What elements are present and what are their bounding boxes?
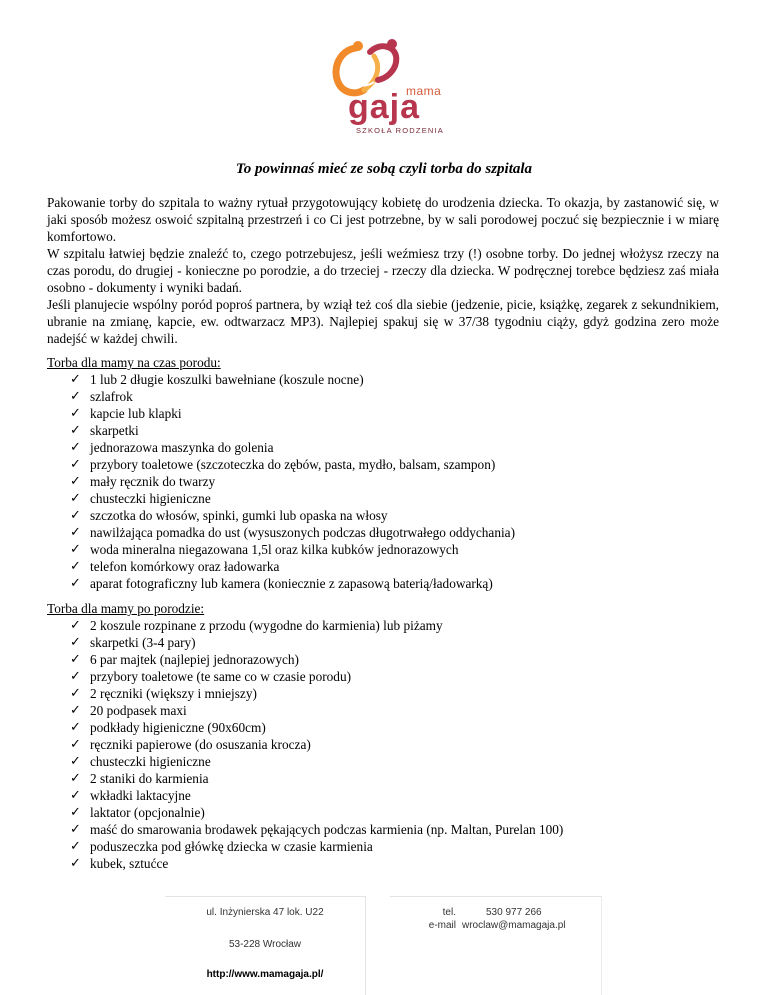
checkmark-icon: ✓ bbox=[70, 788, 81, 803]
list-item bbox=[70, 575, 727, 592]
list-item bbox=[70, 804, 727, 821]
list-item bbox=[70, 753, 727, 770]
list-item bbox=[70, 422, 727, 439]
checkmark-icon: ✓ bbox=[70, 508, 81, 523]
checkmark-icon: ✓ bbox=[70, 771, 81, 786]
section-after-birth bbox=[47, 600, 727, 872]
list-item-text: telefon komórkowy oraz ładowarka bbox=[90, 559, 280, 574]
page-title: To powinnaś mieć ze sobą czyli torba do szpitala bbox=[235, 161, 533, 177]
checkmark-icon: ✓ bbox=[70, 822, 81, 837]
list-item bbox=[70, 634, 727, 651]
footer-email-link[interactable]: wroclaw@mamagaja.pl bbox=[462, 920, 566, 931]
checkmark-icon: ✓ bbox=[70, 457, 81, 472]
list-item-text: skarpetki (3-4 pary) bbox=[90, 635, 196, 650]
checkmark-icon: ✓ bbox=[70, 406, 81, 421]
list-item-text: poduszeczka pod główkę dziecka w czasie karmienia bbox=[90, 839, 373, 854]
list-item bbox=[70, 668, 727, 685]
list-item bbox=[70, 821, 727, 838]
checkmark-icon: ✓ bbox=[70, 474, 81, 489]
checkmark-icon: ✓ bbox=[70, 491, 81, 506]
logo-gaja-text: gaja bbox=[348, 88, 421, 126]
list-item-text: 6 par majtek (najlepiej jednorazowych) bbox=[90, 652, 299, 667]
list-item-text: 2 staniki do karmienia bbox=[90, 771, 209, 786]
footer-contact bbox=[390, 896, 602, 995]
checkmark-icon: ✓ bbox=[70, 805, 81, 820]
logo-mama-text: mama bbox=[406, 84, 442, 98]
list-item bbox=[70, 702, 727, 719]
list-item bbox=[70, 439, 727, 456]
checkmark-icon: ✓ bbox=[70, 576, 81, 591]
footer-city: 53-228 Wrocław bbox=[228, 939, 302, 950]
footer-tel: 530 977 266 bbox=[486, 907, 542, 918]
list-item bbox=[70, 736, 727, 753]
footer bbox=[165, 896, 601, 994]
checkmark-icon: ✓ bbox=[70, 542, 81, 557]
section-heading: Torba dla mamy po porodzie: bbox=[47, 601, 205, 616]
section-heading: Torba dla mamy na czas porodu: bbox=[47, 355, 221, 370]
list-item-text: chusteczki higieniczne bbox=[90, 491, 211, 506]
checkmark-icon: ✓ bbox=[70, 839, 81, 854]
list-item-text: 2 koszule rozpinane z przodu (wygodne do karmienia) lub piżamy bbox=[90, 618, 443, 633]
list-item-text: kubek, sztućce bbox=[90, 856, 169, 871]
list-item-text: 2 ręczniki (większy i mniejszy) bbox=[90, 686, 257, 701]
list-item bbox=[70, 651, 727, 668]
list-item-text: nawilżająca pomadka do ust (wysuszonych podczas długotrwałego oddychania) bbox=[90, 525, 515, 540]
checkmark-icon: ✓ bbox=[70, 423, 81, 438]
checkmark-icon: ✓ bbox=[70, 703, 81, 718]
list-item-text: 1 lub 2 długie koszulki bawełniane (koszule nocne) bbox=[90, 372, 364, 387]
section-during-birth bbox=[47, 354, 727, 592]
list-item bbox=[70, 617, 727, 634]
footer-website-link[interactable]: http://www.mamagaja.pl/ bbox=[206, 969, 324, 980]
checkmark-icon: ✓ bbox=[70, 652, 81, 667]
checkmark-icon: ✓ bbox=[70, 856, 81, 871]
list-item bbox=[70, 388, 727, 405]
footer-tel-label: tel. bbox=[442, 907, 456, 918]
list-item-text: skarpetki bbox=[90, 423, 139, 438]
logo bbox=[318, 38, 454, 138]
checklist bbox=[47, 617, 727, 872]
checkmark-icon: ✓ bbox=[70, 440, 81, 455]
list-item-text: wkładki laktacyjne bbox=[90, 788, 191, 803]
list-item bbox=[70, 456, 727, 473]
checkmark-icon: ✓ bbox=[70, 737, 81, 752]
list-item bbox=[70, 719, 727, 736]
footer-street: ul. Inżynierska 47 lok. U22 bbox=[206, 907, 324, 918]
checkmark-icon: ✓ bbox=[70, 635, 81, 650]
list-item bbox=[70, 787, 727, 804]
list-item-text: mały ręcznik do twarzy bbox=[90, 474, 216, 489]
checklist bbox=[47, 371, 727, 592]
checkmark-icon: ✓ bbox=[70, 618, 81, 633]
list-item bbox=[70, 541, 727, 558]
footer-address bbox=[165, 896, 366, 995]
intro-paragraph: Jeśli planujecie wspólny poród poproś partnera, by wziął też coś dla siebie (jedzenie, picie, książkę, zegarek z sekundnikiem, ubranie na zmianę, kapcie, ew. odtwarzacz MP3). Najlepiej spakuj się w 37/38 tygodniu ciąży, gdyż godzina zero może nadejść w każdej chwili. bbox=[47, 297, 719, 346]
list-item bbox=[70, 524, 727, 541]
checkmark-icon: ✓ bbox=[70, 559, 81, 574]
checkmark-icon: ✓ bbox=[70, 754, 81, 769]
checkmark-icon: ✓ bbox=[70, 669, 81, 684]
list-item-text: podkłady higieniczne (90x60cm) bbox=[90, 720, 266, 735]
list-item-text: aparat fotograficzny lub kamera (koniecznie z zapasową baterią/ładowarką) bbox=[90, 576, 493, 591]
intro-text bbox=[47, 194, 719, 347]
list-item-text: 20 podpasek maxi bbox=[90, 703, 187, 718]
list-item-text: woda mineralna niegazowana 1,5l oraz kilka kubków jednorazowych bbox=[90, 542, 459, 557]
list-item bbox=[70, 507, 727, 524]
list-item bbox=[70, 838, 727, 855]
checkmark-icon: ✓ bbox=[70, 686, 81, 701]
list-item-text: ręczniki papierowe (do osuszania krocza) bbox=[90, 737, 311, 752]
list-item-text: szlafrok bbox=[90, 389, 133, 404]
list-item-text: kapcie lub klapki bbox=[90, 406, 182, 421]
list-item-text: jednorazowa maszynka do golenia bbox=[90, 440, 274, 455]
checkmark-icon: ✓ bbox=[70, 720, 81, 735]
checkmark-icon: ✓ bbox=[70, 389, 81, 404]
footer-email-label: e-mail bbox=[428, 920, 456, 931]
list-item bbox=[70, 558, 727, 575]
list-item bbox=[70, 490, 727, 507]
list-item bbox=[70, 371, 727, 388]
list-item bbox=[70, 855, 727, 872]
list-item bbox=[70, 685, 727, 702]
list-item-text: laktator (opcjonalnie) bbox=[90, 805, 205, 820]
intro-paragraph: Pakowanie torby do szpitala to ważny rytuał przygotowujący kobietę do urodzenia dziecka. To okazja, by zastanowić się, w jaki sposób możesz oswoić szpitalną przestrzeń i co Ci jest potrzebne, by w sali porodowej poczuć się bezpiecznie i w miarę komfortowo. bbox=[47, 195, 719, 244]
list-item-text: szczotka do włosów, spinki, gumki lub opaska na włosy bbox=[90, 508, 388, 523]
list-item bbox=[70, 770, 727, 787]
checkmark-icon: ✓ bbox=[70, 372, 81, 387]
list-item bbox=[70, 473, 727, 490]
intro-paragraph: W szpitalu łatwiej będzie znaleźć to, czego potrzebujesz, jeśli weźmiesz trzy (!) osobne torby. Do jednej włożysz rzeczy na czas porodu, do drugiej - konieczne po porodzie, a do trzeciej - rzeczy dla dziecka. W podręcznej torebce będziesz zaś miała osobno - dokumenty i wyniki badań. bbox=[47, 246, 719, 295]
list-item-text: maść do smarowania brodawek pękających podczas karmienia (np. Maltan, Purelan 100) bbox=[90, 822, 564, 837]
list-item-text: przybory toaletowe (szczoteczka do zębów, pasta, mydło, balsam, szampon) bbox=[90, 457, 496, 472]
checkmark-icon: ✓ bbox=[70, 525, 81, 540]
list-item bbox=[70, 405, 727, 422]
list-item-text: przybory toaletowe (te same co w czasie porodu) bbox=[90, 669, 352, 684]
list-item-text: chusteczki higieniczne bbox=[90, 754, 211, 769]
logo-subtitle: SZKOŁA RODZENIA bbox=[355, 126, 445, 135]
